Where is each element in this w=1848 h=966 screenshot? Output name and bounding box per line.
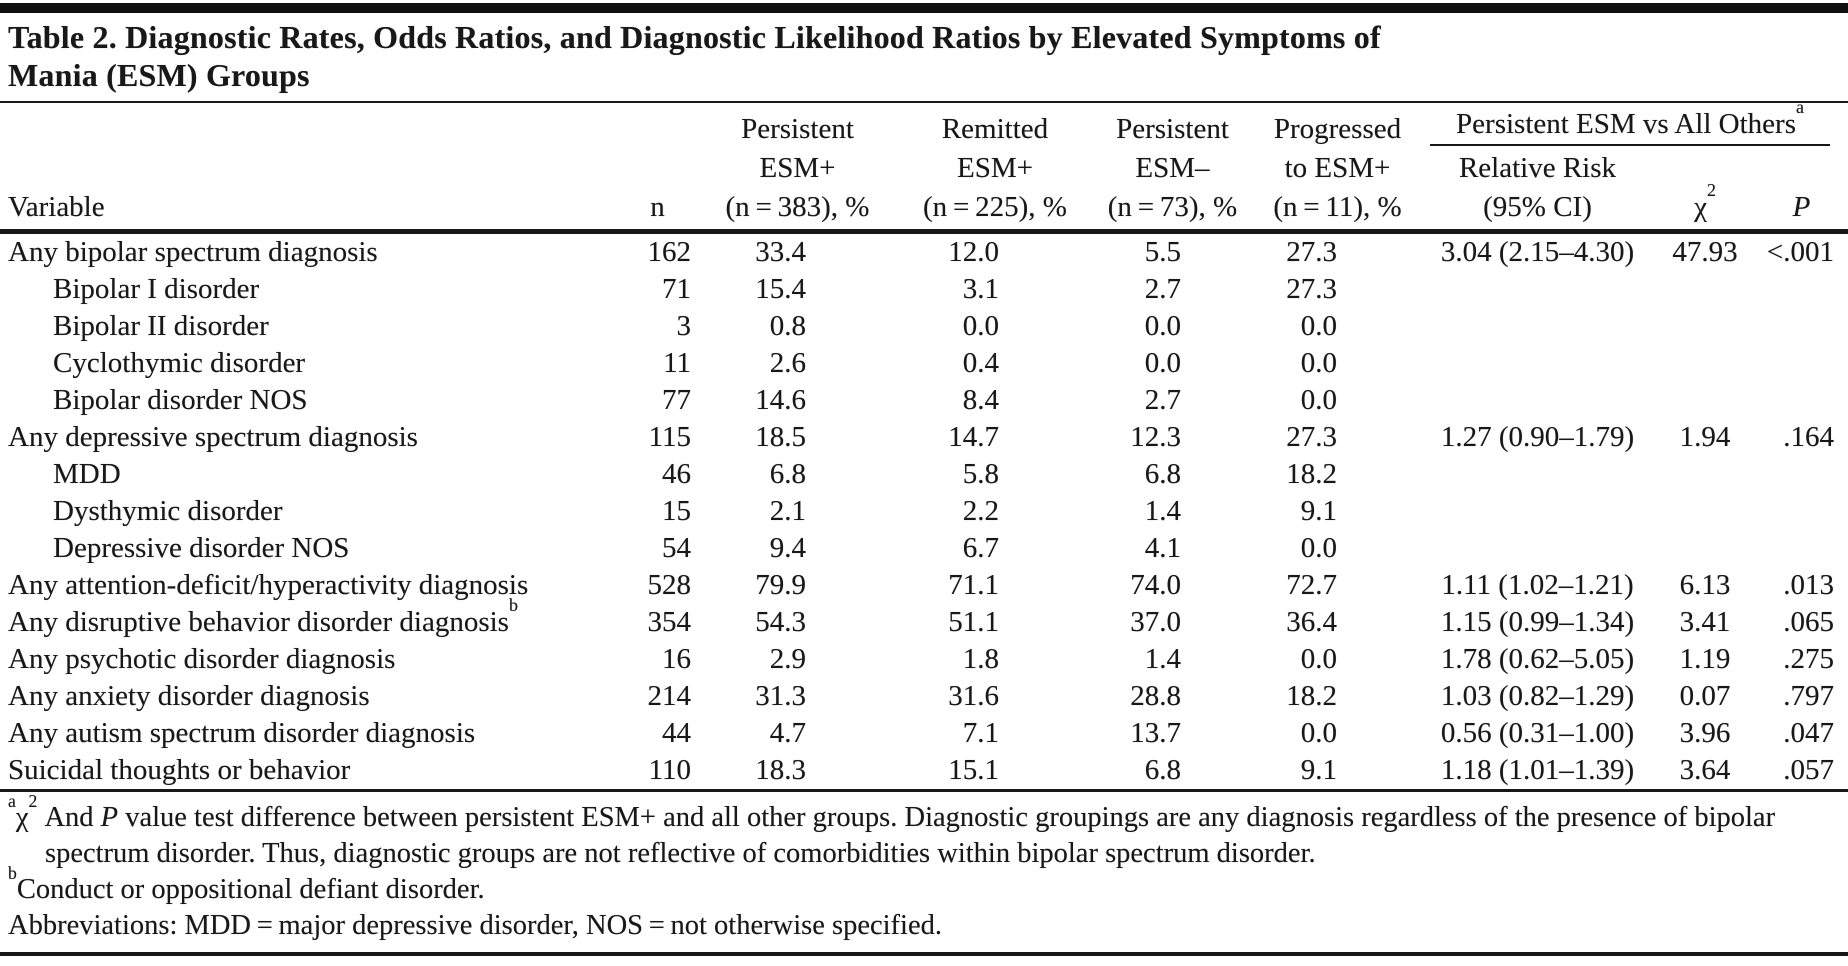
column-header-remitted-esm-plus-count: (n = 225), %: [900, 190, 1090, 232]
cell-persistent-esm-minus-pct: 6.8: [1144, 458, 1181, 490]
cell-remitted-esm-plus-pct: 5.8: [962, 458, 999, 490]
cell-persistent-esm-plus-pct: 9.4: [769, 532, 806, 564]
cell-progressed-esm-plus-pct: 18.2: [1286, 680, 1337, 712]
row-label: Dysthymic disorder: [53, 495, 283, 527]
column-header-chi-square: [1655, 180, 1755, 232]
cell-relative-risk: [1420, 271, 1655, 308]
cell-relative-risk: [1420, 308, 1655, 345]
cell-n: 3: [676, 310, 691, 342]
cell-remitted-esm-plus-pct: 14.7: [948, 421, 999, 453]
column-header-persistent-esm-plus-count: (n = 383), %: [695, 190, 900, 232]
cell-remitted-esm-plus-pct: 0.0: [962, 310, 999, 342]
cell-p-value: .065: [1783, 606, 1835, 638]
cell-n: 77: [662, 384, 691, 416]
column-header-progressed-esm-plus-count: (n = 11), %: [1255, 190, 1420, 232]
cell-remitted-esm-plus-pct: 1.8: [962, 643, 999, 675]
table-row: [0, 308, 1848, 345]
cell-persistent-esm-minus-pct: 12.3: [1130, 421, 1181, 453]
column-header-persistent-esm-minus-l2: ESM–: [1135, 152, 1210, 184]
table-row: [0, 604, 1848, 641]
footnote-a: [8, 790, 1840, 872]
cell-n: 46: [662, 458, 691, 490]
cell-remitted-esm-plus-pct: 2.2: [962, 495, 999, 527]
table-row: [0, 271, 1848, 308]
table-row: [0, 493, 1848, 530]
cell-persistent-esm-plus-pct: 4.7: [769, 717, 806, 749]
footnote-a-p-italic: P: [100, 802, 119, 833]
cell-persistent-esm-minus-pct: 13.7: [1130, 717, 1181, 749]
row-label: Any disruptive behavior disorder diagnosis$^b$: [8, 595, 518, 638]
cell-p-value: .275: [1783, 643, 1835, 675]
cell-chi-square: 3.41: [1679, 606, 1731, 638]
row-label: Any bipolar spectrum diagnosis: [8, 236, 378, 268]
cell-progressed-esm-plus-pct: 27.3: [1286, 421, 1337, 453]
table-row: [0, 678, 1848, 715]
cell-n: 354: [647, 606, 691, 638]
cell-p-value: [1755, 530, 1848, 567]
cell-chi-square: 1.94: [1679, 421, 1731, 453]
cell-remitted-esm-plus-pct: 15.1: [948, 754, 999, 786]
table-row: [0, 641, 1848, 678]
abbreviations-note: Abbreviations: MDD = major depressive disorder, NOS = not otherwise specified.: [8, 910, 942, 941]
cell-n: 44: [662, 717, 691, 749]
table-row: [0, 530, 1848, 567]
table-body: [0, 232, 1848, 791]
column-header-relative-risk: Relative Risk: [1458, 152, 1617, 184]
cell-p-value: .797: [1783, 680, 1835, 712]
cell-progressed-esm-plus-pct: 0.0: [1300, 347, 1337, 379]
footnote-a-rest: value test difference between persistent ESM+ and all other groups. Diagnostic groupings are any diagnosis regardless of the presence of bipolar spectrum disorder. Thus, diagnostic groups are not reflective of comorbidities within bipolar spectrum disorder.: [45, 802, 1776, 869]
cell-progressed-esm-plus-pct: 72.7: [1286, 569, 1337, 601]
row-label: Any anxiety disorder diagnosis: [8, 680, 370, 712]
table-row: [0, 456, 1848, 493]
column-header-persistent-esm-minus-count: (n = 73), %: [1090, 190, 1255, 232]
column-header-persistent-esm-minus: Persistent: [1116, 113, 1229, 145]
row-footnote-marker: b: [508, 595, 518, 616]
footnote-a-chi: χ: [15, 802, 29, 833]
cell-relative-risk: 3.04 (2.15–4.30): [1440, 236, 1635, 268]
header-row-2: [0, 151, 1848, 190]
column-header-p-value: [1755, 190, 1848, 232]
cell-relative-risk: 1.11 (1.02–1.21): [1441, 569, 1634, 601]
cell-persistent-esm-minus-pct: 1.4: [1144, 643, 1181, 675]
row-label: Depressive disorder NOS: [53, 532, 350, 564]
cell-persistent-esm-plus-pct: 33.4: [755, 236, 806, 268]
row-label: Bipolar I disorder: [53, 273, 260, 305]
cell-persistent-esm-plus-pct: 2.9: [769, 643, 806, 675]
table-row: [0, 752, 1848, 791]
column-header-persistent-esm-plus: Persistent: [741, 113, 854, 145]
top-rule-bar: [0, 3, 1848, 13]
column-header-variable: Variable: [0, 190, 620, 232]
cell-chi-square: [1655, 530, 1755, 567]
footnote-a-text: And: [37, 802, 101, 833]
cell-progressed-esm-plus-pct: 0.0: [1300, 384, 1337, 416]
cell-p-value: .057: [1783, 754, 1835, 786]
cell-p-value: [1755, 345, 1848, 382]
row-label: Any depressive spectrum diagnosis: [8, 421, 418, 453]
cell-persistent-esm-minus-pct: 37.0: [1130, 606, 1181, 638]
p-label: P: [1792, 191, 1811, 223]
column-header-remitted-esm-plus-l2: ESM+: [957, 152, 1033, 184]
cell-p-value: [1755, 271, 1848, 308]
cell-progressed-esm-plus-pct: 0.0: [1300, 717, 1337, 749]
column-header-ci: (95% CI): [1420, 190, 1655, 232]
cell-n: 214: [647, 680, 691, 712]
cell-persistent-esm-plus-pct: 14.6: [755, 384, 806, 416]
cell-n: 16: [662, 643, 691, 675]
cell-progressed-esm-plus-pct: 27.3: [1286, 236, 1337, 268]
table-row: [0, 715, 1848, 752]
cell-p-value: [1755, 308, 1848, 345]
table-row: [0, 567, 1848, 604]
cell-progressed-esm-plus-pct: 9.1: [1300, 754, 1337, 786]
cell-relative-risk: 1.27 (0.90–1.79): [1440, 421, 1635, 453]
cell-chi-square: 0.07: [1679, 680, 1731, 712]
cell-chi-square: [1655, 271, 1755, 308]
cell-chi-square: 3.64: [1679, 754, 1731, 786]
cell-n: 71: [662, 273, 691, 305]
cell-remitted-esm-plus-pct: 71.1: [948, 569, 999, 601]
cell-chi-square: 47.93: [1672, 236, 1738, 268]
cell-persistent-esm-minus-pct: 4.1: [1144, 532, 1181, 564]
cell-persistent-esm-plus-pct: 31.3: [755, 680, 806, 712]
cell-n: 54: [662, 532, 691, 564]
cell-relative-risk: [1420, 530, 1655, 567]
cell-persistent-esm-plus-pct: 0.8: [769, 310, 806, 342]
cell-relative-risk: [1420, 456, 1655, 493]
cell-persistent-esm-plus-pct: 2.6: [769, 347, 806, 379]
spanner-cell: [1420, 97, 1848, 151]
cell-remitted-esm-plus-pct: 51.1: [948, 606, 999, 638]
header-row-3: [0, 190, 1848, 232]
cell-p-value: [1755, 456, 1848, 493]
cell-relative-risk: 1.78 (0.62–5.05): [1440, 643, 1635, 675]
cell-persistent-esm-plus-pct: 18.5: [755, 421, 806, 453]
cell-p-value: <.001: [1766, 236, 1835, 268]
cell-progressed-esm-plus-pct: 0.0: [1300, 643, 1337, 675]
header-spacer: [1655, 151, 1755, 190]
cell-n: 110: [648, 754, 691, 786]
table-row: [0, 232, 1848, 272]
row-label: Any autism spectrum disorder diagnosis: [8, 717, 476, 749]
cell-persistent-esm-plus-pct: 6.8: [769, 458, 806, 490]
cell-persistent-esm-plus-pct: 79.9: [755, 569, 806, 601]
footnotes: [0, 792, 1848, 944]
table-row: [0, 382, 1848, 419]
cell-remitted-esm-plus-pct: 6.7: [962, 532, 999, 564]
spanner-header-text: Persistent ESM vs All Others: [1456, 108, 1796, 140]
cell-relative-risk: 1.15 (0.99–1.34): [1440, 606, 1635, 638]
cell-n: 15: [662, 495, 691, 527]
row-label: Any psychotic disorder diagnosis: [8, 643, 396, 675]
header-spacer: [0, 151, 695, 190]
row-label: MDD: [53, 458, 121, 490]
header-spacer: [0, 102, 695, 151]
cell-chi-square: 1.19: [1679, 643, 1731, 675]
cell-relative-risk: [1420, 345, 1655, 382]
cell-progressed-esm-plus-pct: 27.3: [1286, 273, 1337, 305]
cell-n: 528: [647, 569, 691, 601]
cell-persistent-esm-plus-pct: 54.3: [755, 606, 806, 638]
cell-remitted-esm-plus-pct: 7.1: [962, 717, 999, 749]
spanner-header: [1430, 97, 1830, 146]
cell-p-value: .047: [1783, 717, 1835, 749]
cell-n: 162: [647, 236, 691, 268]
row-label: Bipolar disorder NOS: [53, 384, 308, 416]
column-header-progressed-esm-plus-l2: to ESM+: [1284, 152, 1391, 184]
cell-relative-risk: 0.56 (0.31–1.00): [1440, 717, 1635, 749]
cell-p-value: [1755, 382, 1848, 419]
header-spacer: [1755, 151, 1848, 190]
cell-remitted-esm-plus-pct: 8.4: [962, 384, 999, 416]
footnote-a-chi-exponent: 2: [28, 790, 38, 811]
cell-p-value: [1755, 493, 1848, 530]
cell-chi-square: [1655, 382, 1755, 419]
footnote-b: [8, 862, 1840, 908]
cell-remitted-esm-plus-pct: 0.4: [962, 347, 999, 379]
cell-relative-risk: 1.03 (0.82–1.29): [1440, 680, 1635, 712]
header-row-1: [0, 102, 1848, 151]
cell-remitted-esm-plus-pct: 12.0: [948, 236, 999, 268]
cell-persistent-esm-plus-pct: 15.4: [755, 273, 806, 305]
column-header-n: n: [620, 190, 695, 232]
cell-progressed-esm-plus-pct: 0.0: [1300, 310, 1337, 342]
footnote-b-text: Conduct or oppositional defiant disorder.: [16, 874, 485, 905]
cell-persistent-esm-minus-pct: 6.8: [1144, 754, 1181, 786]
cell-persistent-esm-plus-pct: 2.1: [769, 495, 806, 527]
row-label: Any attention-deficit/hyperactivity diagnosis: [8, 569, 529, 601]
cell-persistent-esm-minus-pct: 28.8: [1130, 680, 1181, 712]
cell-p-value: .164: [1783, 421, 1835, 453]
cell-remitted-esm-plus-pct: 3.1: [962, 273, 999, 305]
cell-remitted-esm-plus-pct: 31.6: [948, 680, 999, 712]
footnote-a-marker: a: [8, 790, 16, 811]
diagnostics-table: [0, 97, 1848, 792]
cell-p-value: .013: [1783, 569, 1835, 601]
row-label: Suicidal thoughts or behavior: [8, 754, 351, 786]
row-label: Bipolar II disorder: [53, 310, 269, 342]
cell-chi-square: [1655, 308, 1755, 345]
cell-progressed-esm-plus-pct: 18.2: [1286, 458, 1337, 490]
table-row: [0, 345, 1848, 382]
table-title: [0, 13, 1848, 101]
column-header-persistent-esm-plus-l2: ESM+: [759, 152, 836, 184]
cell-persistent-esm-minus-pct: 0.0: [1144, 310, 1181, 342]
chi-square-exponent: 2: [1706, 180, 1716, 201]
cell-chi-square: 3.96: [1679, 717, 1731, 749]
cell-progressed-esm-plus-pct: 0.0: [1300, 532, 1337, 564]
table-header: [0, 97, 1848, 232]
table-row: [0, 419, 1848, 456]
table-title-line1: Table 2. Diagnostic Rates, Odds Ratios, and Diagnostic Likelihood Ratios by Elevated Symptoms of: [8, 19, 1381, 55]
cell-chi-square: [1655, 493, 1755, 530]
cell-persistent-esm-minus-pct: 2.7: [1144, 273, 1181, 305]
cell-progressed-esm-plus-pct: 9.1: [1300, 495, 1337, 527]
cell-chi-square: [1655, 345, 1755, 382]
chi-symbol: χ: [1694, 191, 1707, 223]
cell-persistent-esm-minus-pct: 5.5: [1144, 236, 1181, 268]
cell-relative-risk: [1420, 382, 1655, 419]
cell-persistent-esm-minus-pct: 1.4: [1144, 495, 1181, 527]
cell-persistent-esm-minus-pct: 74.0: [1130, 569, 1181, 601]
row-label: Cyclothymic disorder: [53, 347, 306, 379]
footnote-b-marker: b: [8, 862, 17, 883]
column-header-remitted-esm-plus: Remitted: [941, 113, 1049, 145]
cell-persistent-esm-plus-pct: 18.3: [755, 754, 806, 786]
cell-chi-square: 6.13: [1679, 569, 1731, 601]
cell-n: 115: [648, 421, 691, 453]
cell-persistent-esm-minus-pct: 0.0: [1144, 347, 1181, 379]
cell-progressed-esm-plus-pct: 36.4: [1286, 606, 1337, 638]
table-title-line2: Mania (ESM) Groups: [8, 57, 310, 93]
bottom-rule-bar: [0, 952, 1848, 956]
cell-n: 11: [663, 347, 691, 379]
cell-relative-risk: 1.18 (1.01–1.39): [1440, 754, 1635, 786]
spanner-footnote-marker: a: [1796, 97, 1804, 118]
cell-relative-risk: [1420, 493, 1655, 530]
cell-persistent-esm-minus-pct: 2.7: [1144, 384, 1181, 416]
cell-chi-square: [1655, 456, 1755, 493]
column-header-progressed-esm-plus: Progressed: [1273, 113, 1402, 145]
